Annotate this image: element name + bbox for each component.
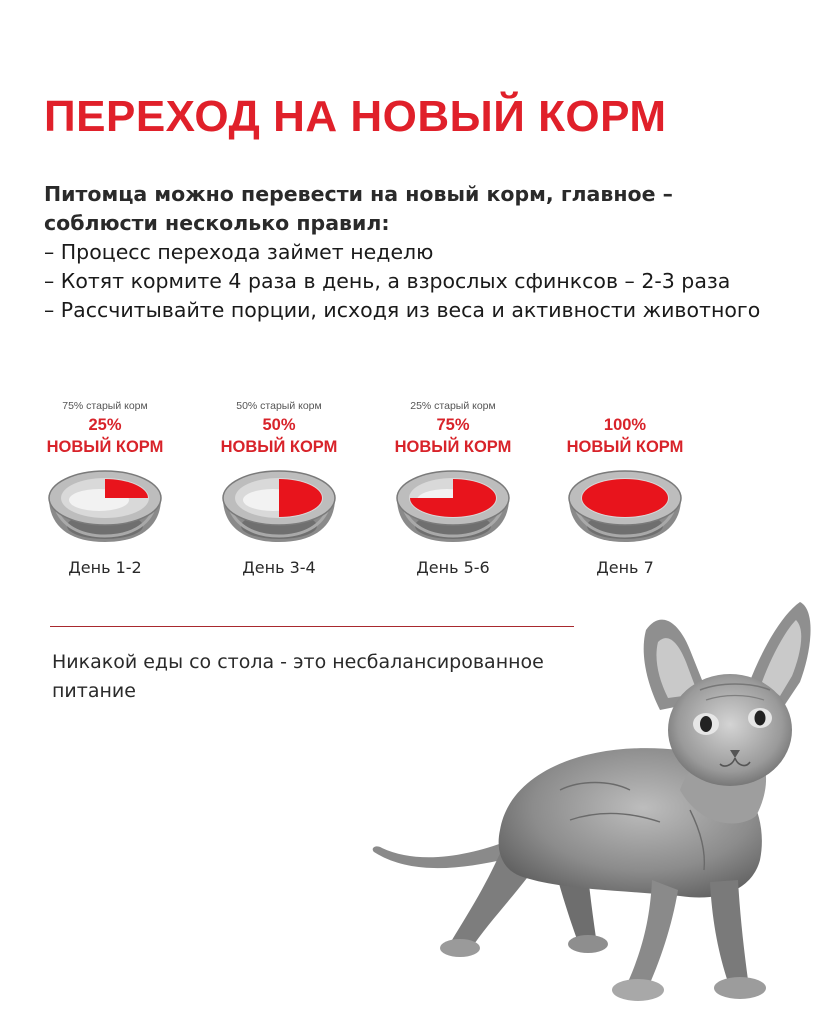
old-food-label: 75% старый корм xyxy=(62,400,148,412)
feeding-note: Никакой еды со стола - это несбалансированное питание xyxy=(52,651,544,702)
new-food-label: НОВЫЙ КОРМ xyxy=(566,438,684,456)
intro-block xyxy=(44,180,784,325)
day-label: День 1-2 xyxy=(68,558,142,577)
rule-item: – Процесс перехода займет неделю xyxy=(44,240,434,264)
new-food-label: НОВЫЙ КОРМ xyxy=(220,438,338,456)
sphynx-cat-illustration xyxy=(360,590,819,1024)
new-food-label: НОВЫЙ КОРМ xyxy=(394,438,512,456)
old-food-label xyxy=(540,398,710,414)
rule-item: – Котят кормите 4 раза в день, а взрослых сфинксов – 2-3 раза xyxy=(44,269,731,293)
pet-bowl-icon xyxy=(219,466,339,548)
old-food-label: 25% старый корм xyxy=(410,400,496,412)
pet-bowl-icon xyxy=(393,466,513,548)
step-4 xyxy=(540,398,710,577)
step-1 xyxy=(20,398,190,577)
food-fill xyxy=(582,479,668,517)
new-food-percent: 50% xyxy=(262,416,296,434)
rule-item: – Рассчитывайте порции, исходя из веса и активности животного xyxy=(44,298,761,322)
day-label: День 3-4 xyxy=(242,558,316,577)
day-label: День 7 xyxy=(596,558,654,577)
transition-steps xyxy=(0,398,819,598)
intro-lead: Питомца можно перевести на новый корм, главное – соблюсти несколько правил: xyxy=(44,182,673,235)
step-2 xyxy=(194,398,364,577)
day-label: День 5-6 xyxy=(416,558,490,577)
page-title: ПЕРЕХОД НА НОВЫЙ КОРМ xyxy=(44,92,667,141)
new-food-label: НОВЫЙ КОРМ xyxy=(46,438,164,456)
new-food-percent: 100% xyxy=(603,416,647,434)
old-food-label: 50% старый корм xyxy=(236,400,322,412)
new-food-percent: 25% xyxy=(88,416,122,434)
pet-bowl-icon xyxy=(565,466,685,548)
new-food-percent: 75% xyxy=(436,416,470,434)
pet-bowl-icon xyxy=(45,466,165,548)
step-3 xyxy=(368,398,538,577)
